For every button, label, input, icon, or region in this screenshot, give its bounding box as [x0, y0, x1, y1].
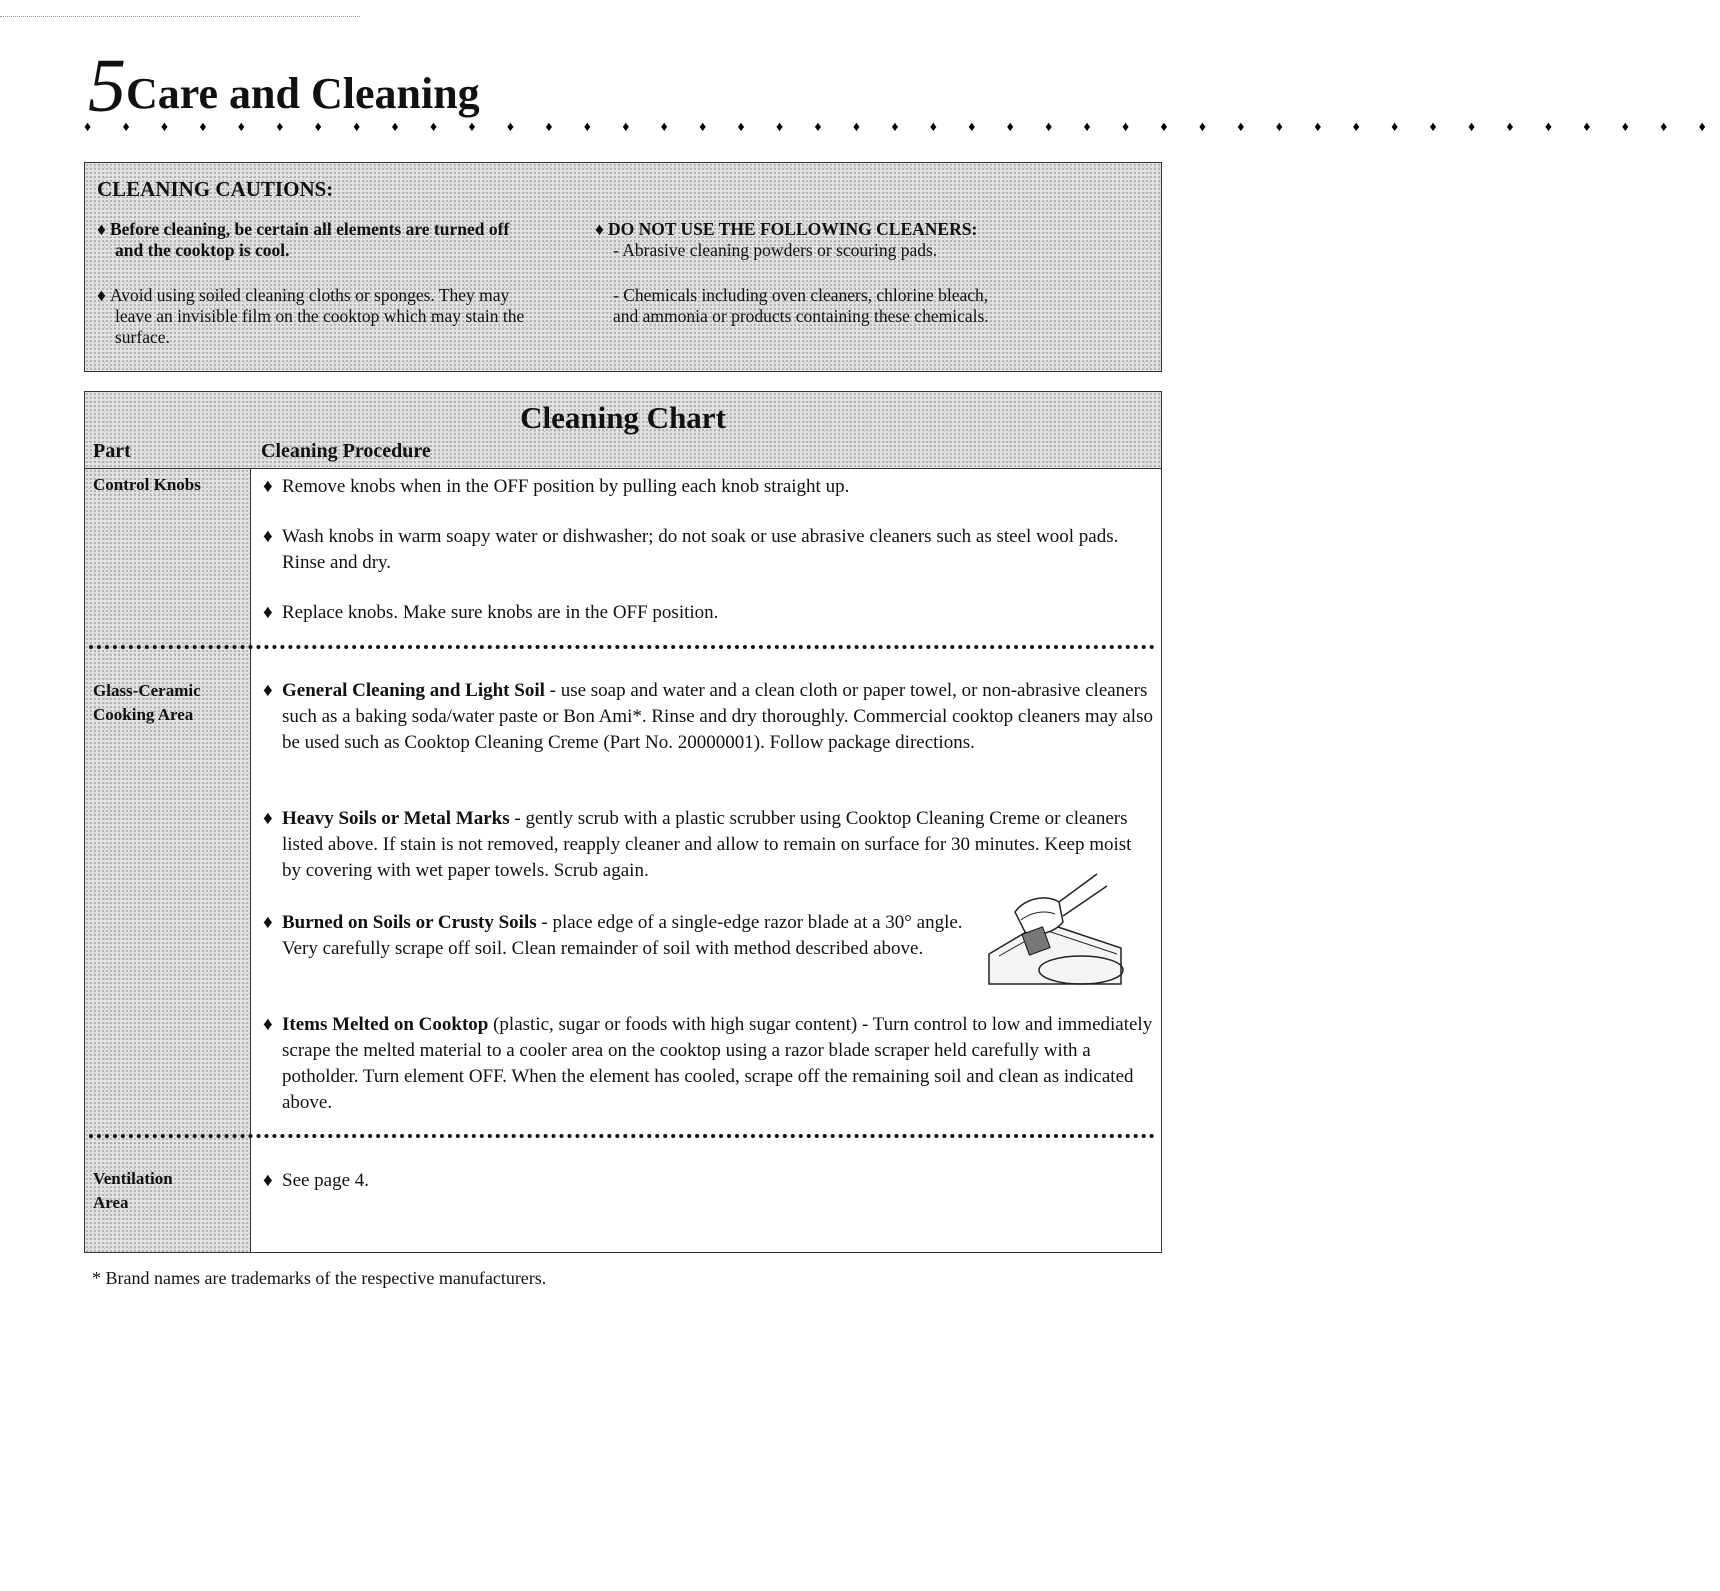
procedure-item: ♦ General Cleaning and Light Soil - use soap and water and a clean cloth or paper towel, or non-abrasive cleaners such as a baking soda/water paste or Bon Ami*. Rinse and dry thoroughly. Commercial cooktop cleaners may also be used such as Cooktop Cleaning Creme (Part No. 20000001). Follow package directions. [263, 680, 1153, 753]
procedure-item: ♦ Replace knobs. Make sure knobs are in the OFF position. [263, 600, 1153, 626]
razor-scraper-illustration [985, 872, 1123, 984]
diamond-bullet-icon: ♦ [97, 219, 106, 239]
diamond-bullet-icon: ♦ [263, 526, 273, 547]
cautions-heading: CLEANING CAUTIONS: [97, 177, 334, 201]
part-glass-ceramic: Glass-Ceramic Cooking Area [93, 681, 201, 724]
diamond-bullet-icon: ♦ [263, 602, 273, 623]
caution-item: - Chemicals including oven cleaners, chlorine bleach, and ammonia or products containing these chemicals. [613, 285, 989, 326]
cleaning-cautions-box [84, 162, 1162, 372]
column-header-procedure: Cleaning Procedure [261, 440, 431, 462]
caution-item: ♦ Avoid using soiled cleaning cloths or sponges. They may leave an invisible film on the cooktop which may stain the surface. [97, 285, 525, 347]
diamond-bullet-icon: ♦ [263, 808, 273, 829]
diamond-bullet-icon: ♦ [263, 476, 273, 497]
diamond-bullet-icon: ♦ [97, 285, 106, 305]
chart-header [85, 392, 1161, 469]
caution-item: ♦ Before cleaning, be certain all elements are turned off and the cooktop is cool. [97, 219, 510, 260]
footnote: * Brand names are trademarks of the respective manufacturers. [92, 1268, 547, 1288]
procedure-item: ♦ Items Melted on Cooktop (plastic, sugar or foods with high sugar content) - Turn control to low and immediately scrape the melted material to a cooler area on the cooktop using a razor blade scraper held carefully with a potholder. Turn element OFF. When the element has cooled, scrape off the remaining soil and clean as indicated above. [263, 1014, 1153, 1113]
part-ventilation: Ventilation Area [93, 1169, 173, 1212]
diamond-bullet-icon: ♦ [263, 912, 273, 933]
column-header-part: Part [93, 440, 131, 462]
procedure-item: ♦ Burned on Soils or Crusty Soils - place edge of a single-edge razor blade at a 30° angle. Very carefully scrape off soil. Clean remainder of soil with method described above. [263, 912, 963, 959]
part-control-knobs: Control Knobs [93, 475, 201, 494]
procedure-item: ♦ Remove knobs when in the OFF position by pulling each knob straight up. [263, 474, 1153, 500]
procedure-item: ♦ See page 4. [263, 1168, 1153, 1194]
procedure-item: ♦ Heavy Soils or Metal Marks - gently scrub with a plastic scrubber using Cooktop Cleaning Creme or cleaners listed above. If stain is not removed, reapply cleaner and allow to remain on surface for 30 minutes. Keep moist by covering with wet paper towels. Scrub again. [263, 808, 1132, 881]
page-title: Care and Cleaning [126, 69, 480, 118]
diamond-bullet-icon: ♦ [263, 1014, 273, 1035]
caution-item: ♦ DO NOT USE THE FOLLOWING CLEANERS: - Abrasive cleaning powders or scouring pads. [595, 219, 978, 260]
diamond-divider: ♦ ♦ ♦ ♦ ♦ ♦ ♦ ♦ ♦ ♦ ♦ ♦ ♦ ♦ ♦ ♦ ♦ ♦ ♦ ♦ ♦ ♦ ♦ ♦ ♦ ♦ ♦ ♦ ♦ ♦ ♦ ♦ ♦ ♦ ♦ ♦ ♦ ♦ ♦ ♦ ♦ ♦ ♦ [84, 120, 1720, 135]
diamond-bullet-icon: ♦ [263, 1170, 273, 1191]
diamond-bullet-icon: ♦ [263, 680, 273, 701]
chart-title: Cleaning Chart [520, 400, 726, 435]
diamond-bullet-icon: ♦ [595, 219, 604, 239]
row-separator [89, 645, 1155, 649]
chapter-number: 5 [88, 44, 126, 128]
procedure-item: ♦ Wash knobs in warm soapy water or dishwasher; do not soak or use abrasive cleaners such as steel wool pads. Rinse and dry. [263, 526, 1119, 573]
row-separator [89, 1134, 1155, 1138]
cleaning-chart [84, 391, 1162, 1253]
scan-artifact-line [0, 16, 360, 17]
